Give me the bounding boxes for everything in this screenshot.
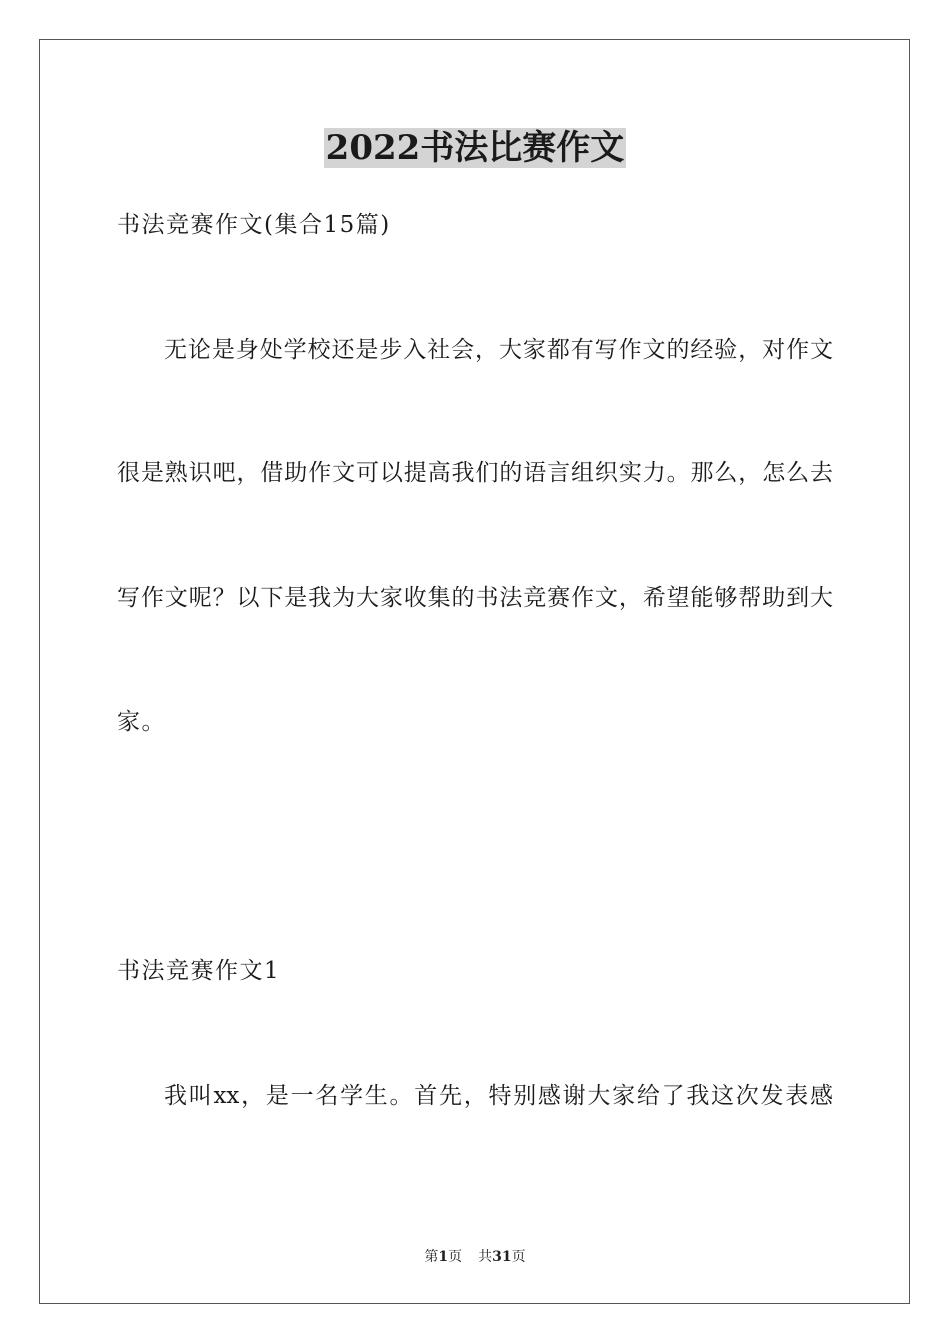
footer-page-number: 1 [438,1249,449,1265]
footer-page-suffix: 页 [448,1249,463,1265]
intro-line-2: 很是熟识吧，借助作文可以提高我们的语言组织实力。那么，怎么去 [117,460,833,486]
footer-total-suffix: 页 [511,1249,526,1265]
footer-total-pages: 31 [492,1249,512,1265]
footer-page-prefix: 第 [424,1249,439,1265]
footer-total-prefix: 共 [478,1249,493,1265]
intro-line-1: 无论是身处学校还是步入社会，大家都有写作文的经验，对作文 [164,337,833,363]
intro-line-4: 家。 [117,709,166,735]
section-line-1: 我叫xx，是一名学生。首先，特别感谢大家给了我这次发表感 [164,1083,833,1109]
intro-line-3: 写作文呢？以下是我为大家收集的书法竞赛作文，希望能够帮助到大 [117,585,833,611]
document-title-text: 2022书法比赛作文 [325,128,625,168]
section-heading: 书法竞赛作文1 [117,958,281,984]
page-footer [0,1247,950,1267]
document-subtitle: 书法竞赛作文(集合15篇) [117,212,391,238]
document-title [0,126,950,170]
